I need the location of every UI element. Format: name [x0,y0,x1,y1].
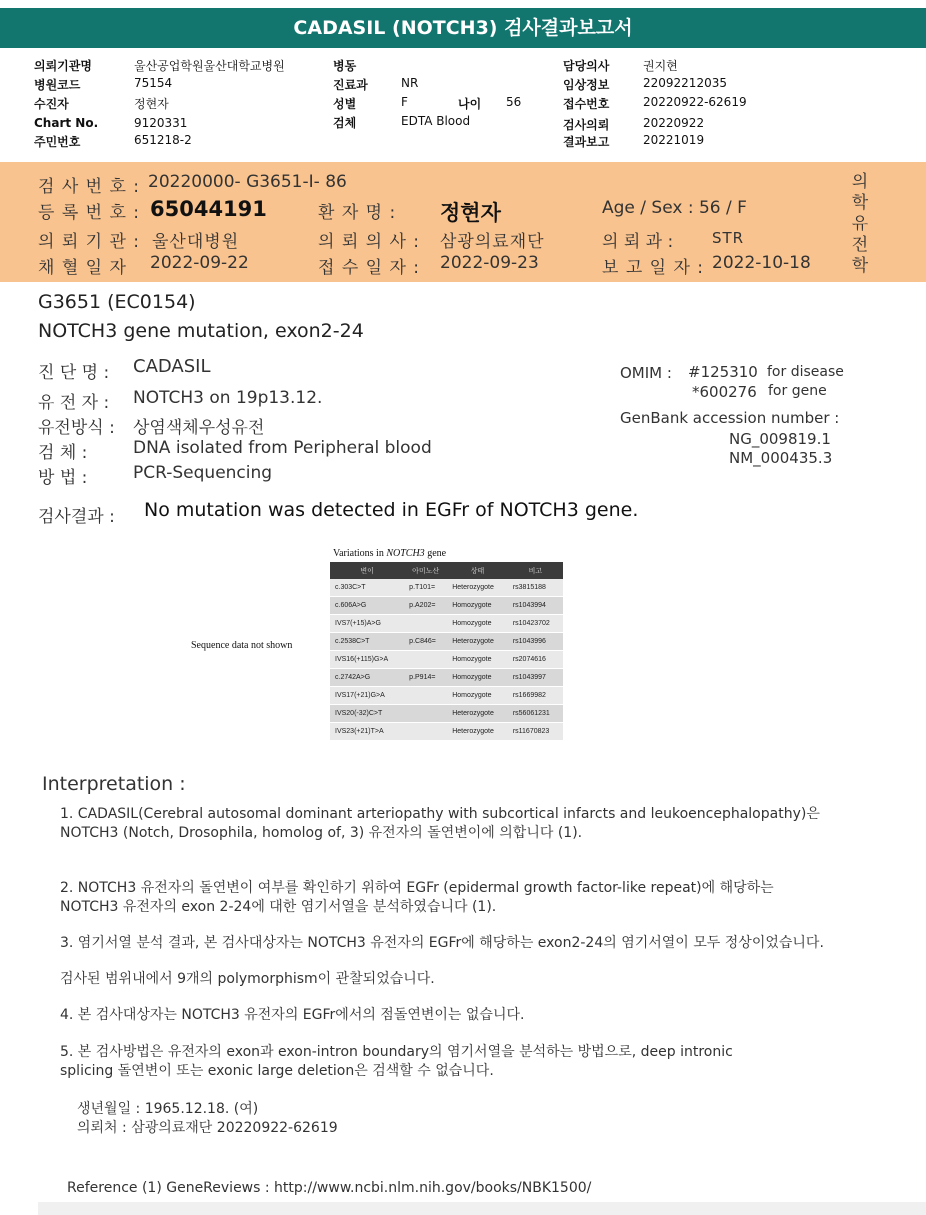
caption-suffix: gene [427,548,447,559]
report-date-label: 보 고 일 자 : [602,258,705,278]
header-label: 수진자 [34,97,69,111]
table-cell: IVS20(-32)C>T [330,705,404,723]
table-cell: Homozygote [447,651,508,669]
registration-number-label: 등 록 번 호 : [38,203,141,223]
institution-label: 의 뢰 기 관 : [38,232,141,252]
header-value: 20220922 [643,116,705,130]
info-label: 진 단 명 : [38,363,110,383]
sequence-note: Sequence data not shown [191,640,293,651]
table-cell: c.303C>T [330,579,404,597]
test-number-label: 검 사 번 호 : [38,177,141,197]
info-value: PCR-Sequencing [133,463,273,483]
table-cell: Homozygote [447,687,508,705]
receive-date-value: 2022-09-23 [440,253,539,273]
header-value: F [401,95,408,109]
info-label: 검 체 : [38,443,88,463]
table-cell: Heterozygote [447,705,508,723]
table-cell: Homozygote [447,615,508,633]
omim-gene-text: for gene [768,383,827,399]
header-value: 9120331 [134,116,188,130]
variations-caption [333,548,446,559]
referrer: 의뢰처 : 삼광의료재단 20220922-62619 [77,1120,338,1136]
interpretation-paragraph: 4. 본 검사대상자는 NOTCH3 유전자의 EGFr에서의 점돌연변이는 없습니다. [60,1007,525,1023]
institution-value: 울산대병원 [152,232,240,252]
table-cell: c.2742A>G [330,669,404,687]
interpretation-heading: Interpretation : [42,773,186,795]
header-label: 성별 [333,97,357,111]
collection-date-label: 채 혈 일 자 [38,258,127,278]
header-label: 병동 [333,59,357,73]
info-value: 상염색체우성유전 [133,418,265,438]
report-title: CADASIL (NOTCH3) 검사결과보고서 [0,8,926,48]
age-sex: Age / Sex : 56 / F [602,198,747,218]
column-header: 변이 [330,562,404,579]
info-label: 방 법 : [38,468,88,488]
info-value: CADASIL [133,356,211,377]
table-cell [404,615,447,633]
header-label: 주민번호 [34,135,81,149]
table-cell: Homozygote [447,597,508,615]
result-label: 검사결과 : [38,507,115,527]
column-header: 비고 [508,562,563,579]
table-cell: p.C846= [404,633,447,651]
omim-label: OMIM : [620,364,672,382]
patient-name-value: 정현자 [440,201,501,225]
side-char: 학 [851,193,869,213]
header-label: Chart No. [34,116,99,130]
footer-divider [38,1202,926,1215]
column-header: 아미노산 [404,562,447,579]
doctor-label: 의 뢰 의 사 : [318,232,421,252]
department-label: 의 뢰 과 : [602,232,674,252]
doctor-value: 삼광의료재단 [440,232,545,252]
interpretation-paragraph: 1. CADASIL(Cerebral autosomal dominant arteriopathy with subcortical infarcts and leukoencephalopathy)은 NOTCH3 (Notch, Drosophila, homolog of, 3) 유전자의 돌연변이에 의합니다 (1). [60,806,820,841]
table-cell: rs3815188 [508,579,563,597]
table-cell: rs11670823 [508,723,563,741]
reference: Reference (1) GeneReviews : http://www.ncbi.nlm.nih.gov/books/NBK1500/ [67,1180,592,1196]
genbank-accession: NG_009819.1 [729,430,831,448]
side-char: 유 [851,214,869,234]
header-value: 울산공업학원울산대학교병원 [134,59,285,73]
side-char: 전 [851,235,869,255]
header-value: 20220922-62619 [643,95,747,109]
table-cell: c.606A>G [330,597,404,615]
table-cell: rs1043994 [508,597,563,615]
header-label: 접수번호 [563,97,610,111]
patient-name-label: 환 자 명 : [318,203,397,223]
table-cell: Heterozygote [447,579,508,597]
table-cell: IVS7(+15)A>G [330,615,404,633]
side-char: 의 [851,172,869,192]
table-row [330,723,563,741]
info-value: NOTCH3 on 19p13.12. [133,388,323,408]
table-row [330,633,563,651]
info-label: 유전방식 : [38,418,115,438]
table-cell: p.T101= [404,579,447,597]
genbank-accession: NM_000435.3 [729,449,833,467]
table-cell: rs10423702 [508,615,563,633]
test-code: G3651 (EC0154) [38,291,196,313]
header-label: 임상정보 [563,78,610,92]
caption-gene: NOTCH3 [386,548,425,559]
table-row [330,597,563,615]
header-value: 75154 [134,76,173,90]
header-value: NR [401,76,419,90]
header-value: 권지현 [643,59,678,73]
header-value: 20221019 [643,133,705,147]
omim-disease-id: #125310 [688,363,758,381]
registration-number-value: 65044191 [150,197,267,221]
table-cell [404,723,447,741]
table-cell: IVS23(+21)T>A [330,723,404,741]
table-row [330,705,563,723]
info-value: DNA isolated from Peripheral blood [133,438,432,458]
table-cell: Homozygote [447,669,508,687]
header-value: 정현자 [134,97,169,111]
table-cell: IVS17(+21)G>A [330,687,404,705]
interpretation-paragraph: 3. 염기서열 분석 결과, 본 검사대상자는 NOTCH3 유전자의 EGFr에 해당하는 exon2-24의 염기서열이 모두 정상이었습니다. [60,935,824,951]
table-cell: Heterozygote [447,633,508,651]
table-header-row [330,562,563,579]
header-value: 22092212035 [643,76,727,90]
test-number-value: 20220000- G3651-I- 86 [148,172,347,192]
header-label: 검사의뢰 [563,118,610,132]
table-row [330,651,563,669]
age-value: 56 [506,95,522,109]
table-cell: rs1043996 [508,633,563,651]
header-label: 병원코드 [34,78,81,92]
receive-date-label: 접 수 일 자 : [318,258,421,278]
report-date-value: 2022-10-18 [712,253,811,273]
interpretation-paragraph: 5. 본 검사방법은 유전자의 exon과 exon-intron boundary의 염기서열을 분석하는 방법으로, deep intronic splicing 돌연변이 또는 exonic large deletion은 검색할 수 없습니다. [60,1044,733,1079]
omim-disease-text: for disease [767,364,844,380]
header-label: 의뢰기관명 [34,59,92,73]
table-cell: IVS16(+115)G>A [330,651,404,669]
table-cell: rs1043997 [508,669,563,687]
collection-date-value: 2022-09-22 [150,253,249,273]
table-cell [404,705,447,723]
department-side-text [850,172,870,277]
variations-table [330,562,563,741]
header-value: 651218-2 [134,133,192,147]
header-label: 결과보고 [563,135,610,149]
column-header: 상태 [447,562,508,579]
department-value: STR [712,229,745,247]
interpretation-paragraph: 검사된 범위내에서 9개의 polymorphism이 관찰되었습니다. [60,971,435,987]
table-cell: rs1669982 [508,687,563,705]
table-cell: c.2538C>T [330,633,404,651]
caption-prefix: Variations in [333,548,384,559]
table-cell: rs56061231 [508,705,563,723]
header-label: 진료과 [333,78,368,92]
header-label: 검체 [333,116,357,130]
result-text: No mutation was detected in EGFr of NOTCH3 gene. [144,499,639,521]
table-row [330,579,563,597]
omim-gene-id: *600276 [692,383,757,401]
test-name: NOTCH3 gene mutation, exon2-24 [38,320,364,342]
table-row [330,615,563,633]
table-row [330,687,563,705]
table-cell: p.P914= [404,669,447,687]
table-row [330,669,563,687]
interpretation-paragraph: 2. NOTCH3 유전자의 돌연변이 여부를 확인하기 위하여 EGFr (epidermal growth factor-like repeat)에 해당하는 NOTCH3 유전자의 exon 2-24에 대한 염기서열을 분석하였습니다 (1). [60,880,774,915]
table-cell [404,687,447,705]
age-label: 나이 [458,97,482,111]
header-value: EDTA Blood [401,114,471,128]
header-label: 담당의사 [563,59,610,73]
side-char: 학 [851,256,869,276]
table-cell: Heterozygote [447,723,508,741]
table-cell: rs2074616 [508,651,563,669]
table-cell: p.A202= [404,597,447,615]
date-of-birth: 생년월일 : 1965.12.18. (여) [77,1101,259,1117]
genbank-label: GenBank accession number : [620,409,840,427]
table-cell [404,651,447,669]
info-label: 유 전 자 : [38,393,110,413]
